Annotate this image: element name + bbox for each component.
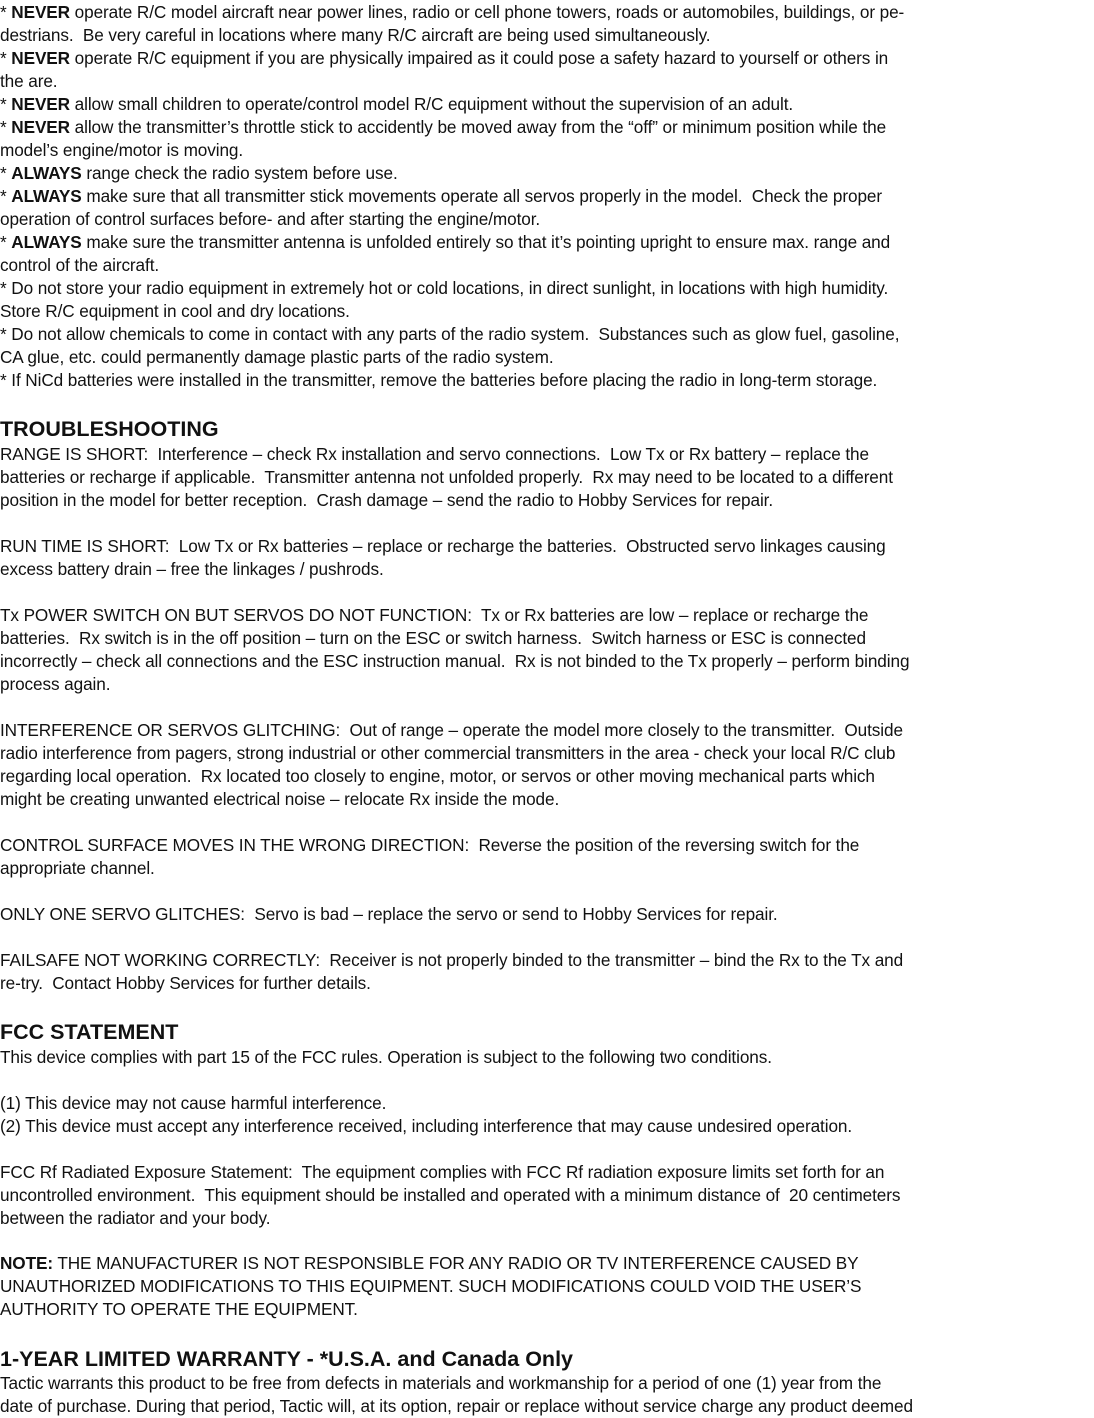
text-line: RANGE IS SHORT: Interference – check Rx installation and servo connections. Low Tx or Rx battery – replace the	[0, 444, 869, 464]
note-label: NOTE:	[0, 1253, 53, 1273]
text-line: ONLY ONE SERVO GLITCHES: Servo is bad – replace the servo or send to Hobby Services for repair.	[0, 904, 778, 924]
text-line: RUN TIME IS SHORT: Low Tx or Rx batteries – replace or recharge the batteries. Obstructed servo linkages causing	[0, 536, 886, 556]
safety-line: control of the aircraft.	[0, 255, 160, 275]
safety-line: * Do not allow chemicals to come in contact with any parts of the radio system. Substances such as glow fuel, gasoline,	[0, 324, 900, 344]
fcc-heading: FCC STATEMENT	[0, 1020, 179, 1044]
text-line: (1) This device may not cause harmful interference.	[0, 1093, 387, 1113]
safety-list	[0, 1, 1090, 392]
safety-line: * NEVER allow small children to operate/control model R/C equipment without the supervision of an adult.	[0, 94, 794, 114]
text-line: excess battery drain – free the linkages / pushrods.	[0, 559, 384, 579]
troubleshooting-runtime	[0, 535, 1090, 581]
troubleshooting-direction	[0, 834, 1090, 880]
safety-line: * NEVER operate R/C equipment if you are physically impaired as it could pose a safety hazard to yourself or others in	[0, 48, 889, 68]
troubleshooting-power	[0, 604, 1090, 696]
warranty-text	[0, 1372, 1090, 1418]
text-line: UNAUTHORIZED MODIFICATIONS TO THIS EQUIPMENT. SUCH MODIFICATIONS COULD VOID THE USER’S	[0, 1276, 862, 1296]
text-line: (2) This device must accept any interference received, including interference that may cause undesired operation.	[0, 1116, 853, 1136]
fcc-intro	[0, 1046, 1090, 1069]
text-line: Tx POWER SWITCH ON BUT SERVOS DO NOT FUNCTION: Tx or Rx batteries are low – replace or recharge the	[0, 605, 869, 625]
safety-line: * Do not store your radio equipment in extremely hot or cold locations, in direct sunlight, in locations with high humidity.	[0, 278, 889, 298]
safety-line: destrians. Be very careful in locations where many R/C aircraft are being used simultaneously.	[0, 25, 711, 45]
text-line: AUTHORITY TO OPERATE THE EQUIPMENT.	[0, 1299, 358, 1319]
safety-line: model’s engine/motor is moving.	[0, 140, 244, 160]
troubleshooting-range	[0, 443, 1090, 512]
text-line: radio interference from pagers, strong industrial or other commercial transmitters in the area - check your local R/C club	[0, 743, 896, 763]
safety-line: * ALWAYS make sure that all transmitter stick movements operate all servos properly in the model. Check the proper	[0, 186, 882, 206]
safety-line: operation of control surfaces before- and after starting the engine/motor.	[0, 209, 541, 229]
text-line: uncontrolled environment. This equipment should be installed and operated with a minimum distance of 20 centimeters	[0, 1185, 901, 1205]
troubleshooting-interference	[0, 719, 1090, 811]
text-line: date of purchase. During that period, Tactic will, at its option, repair or replace without service charge any product deemed	[0, 1396, 913, 1416]
troubleshooting-failsafe	[0, 949, 1090, 995]
text-line: This device complies with part 15 of the FCC rules. Operation is subject to the following two conditions.	[0, 1047, 772, 1067]
text-line: might be creating unwanted electrical noise – relocate Rx inside the mode.	[0, 789, 560, 809]
safety-line: * NEVER allow the transmitter’s throttle stick to accidently be moved away from the “off” or minimum position while the	[0, 117, 887, 137]
text-line: NOTE: THE MANUFACTURER IS NOT RESPONSIBLE FOR ANY RADIO OR TV INTERFERENCE CAUSED BY	[0, 1253, 859, 1273]
safety-line: * If NiCd batteries were installed in the transmitter, remove the batteries before placing the radio in long-term storage.	[0, 370, 878, 390]
text-line: batteries. Rx switch is in the off position – turn on the ESC or switch harness. Switch harness or ESC is connected	[0, 628, 866, 648]
text-line: re-try. Contact Hobby Services for further details.	[0, 973, 371, 993]
text-line: Tactic warrants this product to be free from defects in materials and workmanship for a period of one (1) year from the	[0, 1373, 882, 1393]
safety-line: * ALWAYS make sure the transmitter antenna is unfolded entirely so that it’s pointing upright to ensure max. range and	[0, 232, 891, 252]
safety-line: Store R/C equipment in cool and dry locations.	[0, 301, 350, 321]
fcc-rf-statement	[0, 1161, 1090, 1230]
text-line: FCC Rf Radiated Exposure Statement: The equipment complies with FCC Rf radiation exposure limits set forth for an	[0, 1162, 885, 1182]
warranty-heading: 1-YEAR LIMITED WARRANTY - *U.S.A. and Canada Only	[0, 1347, 573, 1371]
safety-line: the are.	[0, 71, 58, 91]
troubleshooting-servo	[0, 903, 1090, 926]
text-line: FAILSAFE NOT WORKING CORRECTLY: Receiver is not properly binded to the transmitter – bind the Rx to the Tx and	[0, 950, 904, 970]
text-line: process again.	[0, 674, 111, 694]
text-line: regarding local operation. Rx located too closely to engine, motor, or servos or other moving mechanical parts which	[0, 766, 875, 786]
safety-line: CA glue, etc. could permanently damage plastic parts of the radio system.	[0, 347, 554, 367]
text-line: CONTROL SURFACE MOVES IN THE WRONG DIRECTION: Reverse the position of the reversing switch for the	[0, 835, 860, 855]
text-line: between the radiator and your body.	[0, 1208, 271, 1228]
safety-line: * NEVER operate R/C model aircraft near power lines, radio or cell phone towers, roads or automobiles, buildings, or pe-	[0, 2, 905, 22]
troubleshooting-heading: TROUBLESHOOTING	[0, 417, 219, 441]
fcc-conditions	[0, 1092, 1090, 1138]
fcc-note	[0, 1252, 1090, 1321]
text-line: position in the model for better reception. Crash damage – send the radio to Hobby Services for repair.	[0, 490, 774, 510]
text-line: INTERFERENCE OR SERVOS GLITCHING: Out of range – operate the model more closely to the transmitter. Outside	[0, 720, 903, 740]
safety-line: * ALWAYS range check the radio system before use.	[0, 163, 398, 183]
text-line: appropriate channel.	[0, 858, 155, 878]
text-line: incorrectly – check all connections and the ESC instruction manual. Rx is not binded to the Tx properly – perform binding	[0, 651, 910, 671]
text-line: batteries or recharge if applicable. Transmitter antenna not unfolded properly. Rx may need to be located to a different	[0, 467, 893, 487]
